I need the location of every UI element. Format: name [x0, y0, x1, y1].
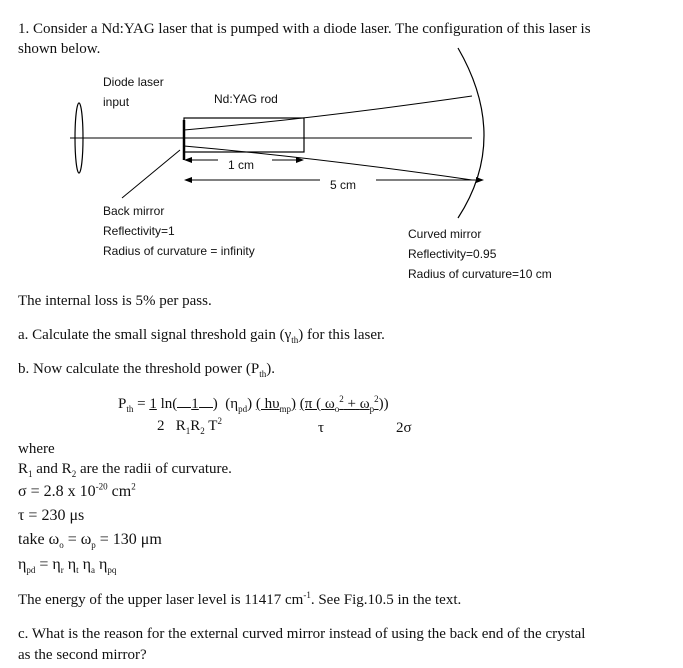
arrow-left-icon [184, 177, 192, 183]
equation-denominator-tau: τ [318, 420, 325, 436]
radii-definition: $R_1$ and $R_2$ are the radii of curvature. [18, 461, 232, 479]
equation-denominator-sigma: 2σ [396, 420, 412, 436]
part-c-line-1: c. What is the reason for the external curved mirror instead of using the back end of the crystal [18, 626, 586, 642]
where-label: where [18, 441, 55, 457]
length-1cm-label: 1 cm [228, 158, 255, 172]
diode-label-1: Diode laser [103, 75, 164, 89]
diode-label-2: input [103, 95, 130, 109]
curved-mirror-title: Curved mirror [408, 227, 482, 241]
eta-definition: $\eta_{pd} = \eta_r$ $\eta_t$ $\eta_a$ $\eta_{pq}$ [18, 556, 117, 576]
part-c-line-2: as the second mirror? [18, 647, 147, 663]
internal-loss-text: The internal loss is 5% per pass. [18, 293, 212, 309]
arrow-right-icon [476, 177, 484, 183]
tau-value: τ = 230 μs [18, 507, 85, 524]
back-mirror-title: Back mirror [103, 204, 165, 218]
back-mirror-radius: Radius of curvature = infinity [103, 244, 255, 258]
equation-denominator-left: 2 $R_1R_2$ $T^2$ [157, 416, 222, 436]
sigma-value: σ = 2.8 x $10^{-20}$ $cm^2$ [18, 481, 136, 500]
energy-text: The energy of the upper laser level is 11417 $cm^{-1}$. See Fig.10.5 in the text. [18, 590, 462, 608]
curved-mirror-radius: Radius of curvature=10 cm [408, 267, 552, 281]
ndyag-rod-icon [184, 118, 304, 152]
length-5cm-label: 5 cm [330, 178, 357, 192]
back-mirror-leader [122, 150, 180, 198]
curved-mirror-reflectivity: Reflectivity=0.95 [408, 247, 497, 261]
problem-line-1: 1. Consider a Nd:YAG laser that is pumped with a diode laser. The configuration of this laser is [18, 21, 591, 37]
back-mirror-reflectivity: Reflectivity=1 [103, 224, 175, 238]
problem-line-2: shown below. [18, 41, 101, 57]
omega-value: take $\omega_o = \omega_p = 130$ μm [18, 531, 162, 551]
curved-mirror-icon [458, 48, 484, 218]
rod-label: Nd:YAG rod [214, 92, 278, 106]
equation-numerator: $P_{th} = 1$ ln( 1 ) $(\eta_{pd})$ ( $h\upsilon_{mp}$) (π ( $\omega_o^2 + \omega_p^2$)) [118, 394, 389, 414]
part-b-question: b. Now calculate the threshold power $(P_{th})$. [18, 361, 275, 379]
part-a-question: a. Calculate the small signal threshold gain $(\gamma_{th})$ for this laser. [18, 327, 385, 345]
